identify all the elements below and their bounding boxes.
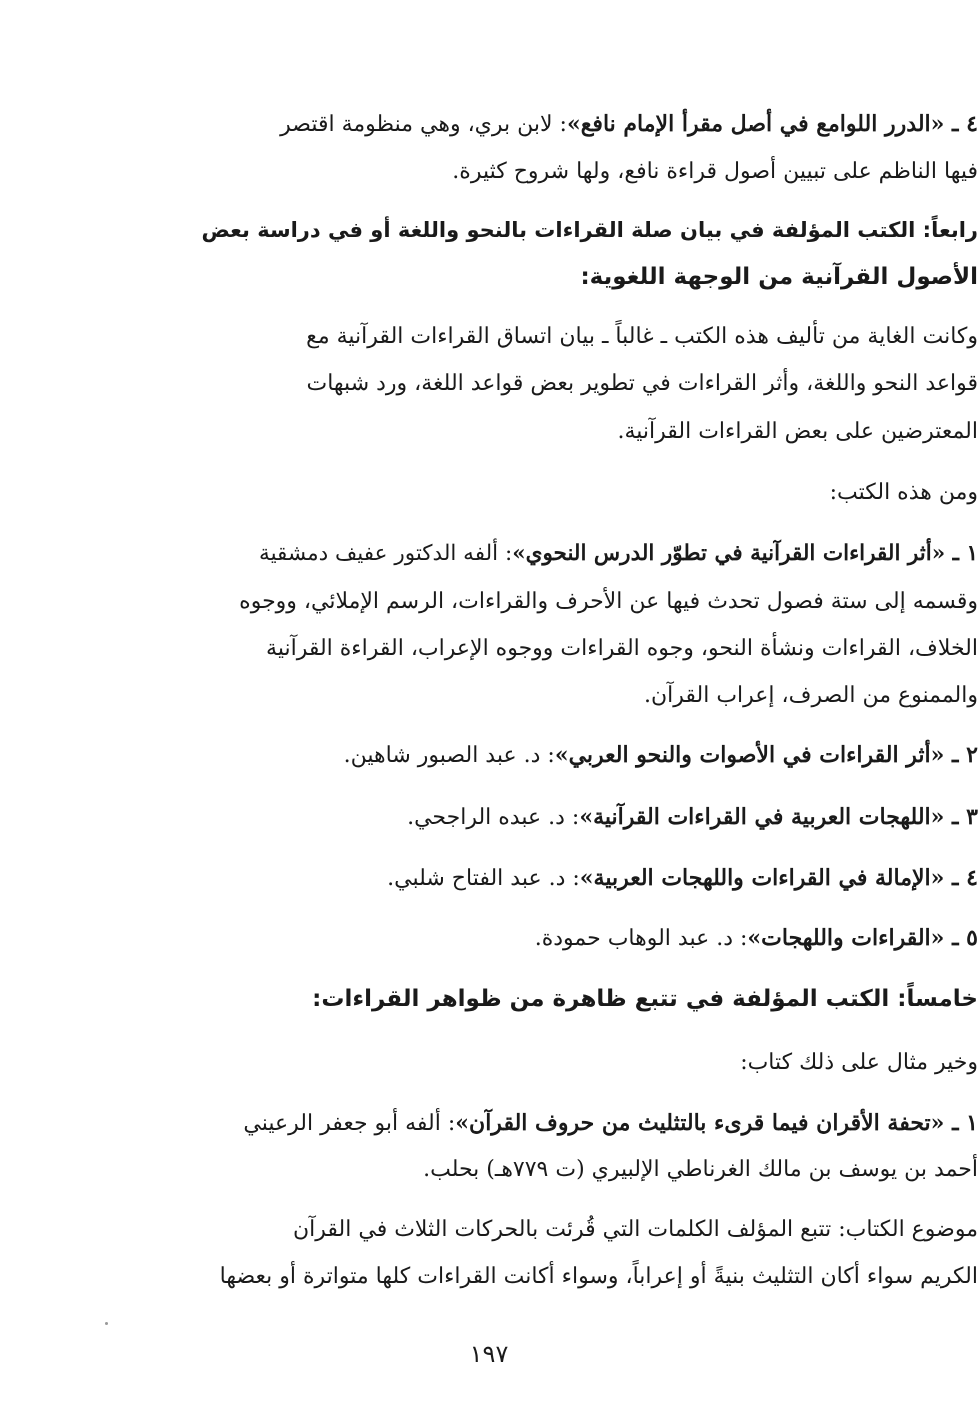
text-line <box>0 575 978 629</box>
text-run: : د. عبد الفتاح شلبي. <box>387 866 580 891</box>
text-run: : ألفه أبو جعفر الرعيني <box>243 1111 456 1136</box>
text-run: وقسمه إلى ستة فصول تحدث فيها عن الأحرف والقراءات، الرسم الإملائي، ووجوه <box>239 589 978 614</box>
heading-text: خامساً: الكتب المؤلفة في تتبع ظاهرة من ظواهر القراءات: <box>312 986 978 1012</box>
text-run: : د. عبده الراجحي. <box>407 805 580 830</box>
text-run: : د. عبد الوهاب حمودة. <box>534 926 748 951</box>
text-line <box>0 1096 978 1150</box>
text-run: ومن هذه الكتب: <box>829 480 978 505</box>
text-line <box>0 97 978 151</box>
book-title: ٢ ـ «أثر القراءات في الأصوات والنحو العربي» <box>554 742 978 768</box>
list-item <box>0 728 978 782</box>
text-run: والممنوع من الصرف، إعراب القرآن. <box>644 683 978 708</box>
text-run: : ألفه الدكتور عفيف دمشقية <box>259 541 513 566</box>
text-line <box>0 1143 978 1197</box>
heading-text: رابعاً: الكتب المؤلفة في بيان صلة القراءات بالنحو واللغة أو في دراسة بعض <box>201 218 978 242</box>
text-line <box>0 310 978 364</box>
book-title: ٤ ـ «الدرر اللوامع في أصل مقرأ الإمام نافع» <box>566 111 978 137</box>
text-line <box>0 1250 978 1304</box>
text-run: الكريم سواء أكان التثليث بنيةً أو إعراباً، وسواء أكانت القراءات كلها متواترة أو بعضها <box>219 1264 978 1289</box>
text-run: موضوع الكتاب: تتبع المؤلف الكلمات التي قُرئت بالحركات الثلاث في القرآن <box>293 1217 978 1242</box>
text-line <box>0 1203 978 1257</box>
text-line <box>0 1036 978 1090</box>
scan-speck <box>105 1322 108 1325</box>
text-run: قواعد النحو واللغة، وأثر القراءات في تطوير بعض قواعد اللغة، ورد شبهات <box>306 371 978 396</box>
text-line <box>0 527 978 581</box>
text-run: فيها الناظم على تبيين أصول قراءة نافع، ولها شروح كثيرة. <box>452 159 978 184</box>
text-run: الخلاف، القراءات ونشأة النحو، وجوه القراءات ووجوه الإعراب، القراءة القرآنية <box>266 636 978 661</box>
book-title: ٥ ـ «القراءات واللهجات» <box>747 925 978 951</box>
text-line <box>0 405 978 459</box>
text-run: المعترضين على بعض القراءات القرآنية. <box>617 419 978 444</box>
section-heading <box>0 972 978 1026</box>
text-line <box>0 466 978 520</box>
text-line <box>0 357 978 411</box>
text-line <box>0 145 978 199</box>
text-run: : لابن بري، وهي منظومة اقتصر <box>280 112 567 137</box>
text-run: وكانت الغاية من تأليف هذه الكتب ـ غالباً ـ بيان اتساق القراءات القرآنية مع <box>306 324 978 349</box>
book-title: ١ ـ «تحفة الأقران فيما قرىء بالتثليث من حروف القرآن» <box>455 1110 978 1136</box>
list-item <box>0 851 978 905</box>
section-heading <box>0 250 978 304</box>
book-title: ٤ ـ «الإمالة في القراءات واللهجات العربية» <box>579 865 978 891</box>
text-run: : د. عبد الصبور شاهين. <box>343 743 555 768</box>
list-item <box>0 911 978 965</box>
text-run: وخير مثال على ذلك كتاب: <box>740 1050 978 1075</box>
text-run: أحمد بن يوسف بن مالك الغرناطي الإلبيري (ت ٧٧٩هـ) بحلب. <box>423 1157 978 1182</box>
text-line <box>0 622 978 676</box>
book-title: ٣ ـ «اللهجات العربية في القراءات القرآنية» <box>579 804 978 830</box>
page-number: ١٩٧ <box>469 1340 509 1368</box>
section-heading <box>0 203 978 257</box>
list-item <box>0 790 978 844</box>
book-title: ١ ـ «أثر القراءات القرآنية في تطوّر الدرس النحوي» <box>512 541 978 566</box>
text-line <box>0 669 978 723</box>
heading-text: الأصول القرآنية من الوجهة اللغوية: <box>580 264 978 290</box>
